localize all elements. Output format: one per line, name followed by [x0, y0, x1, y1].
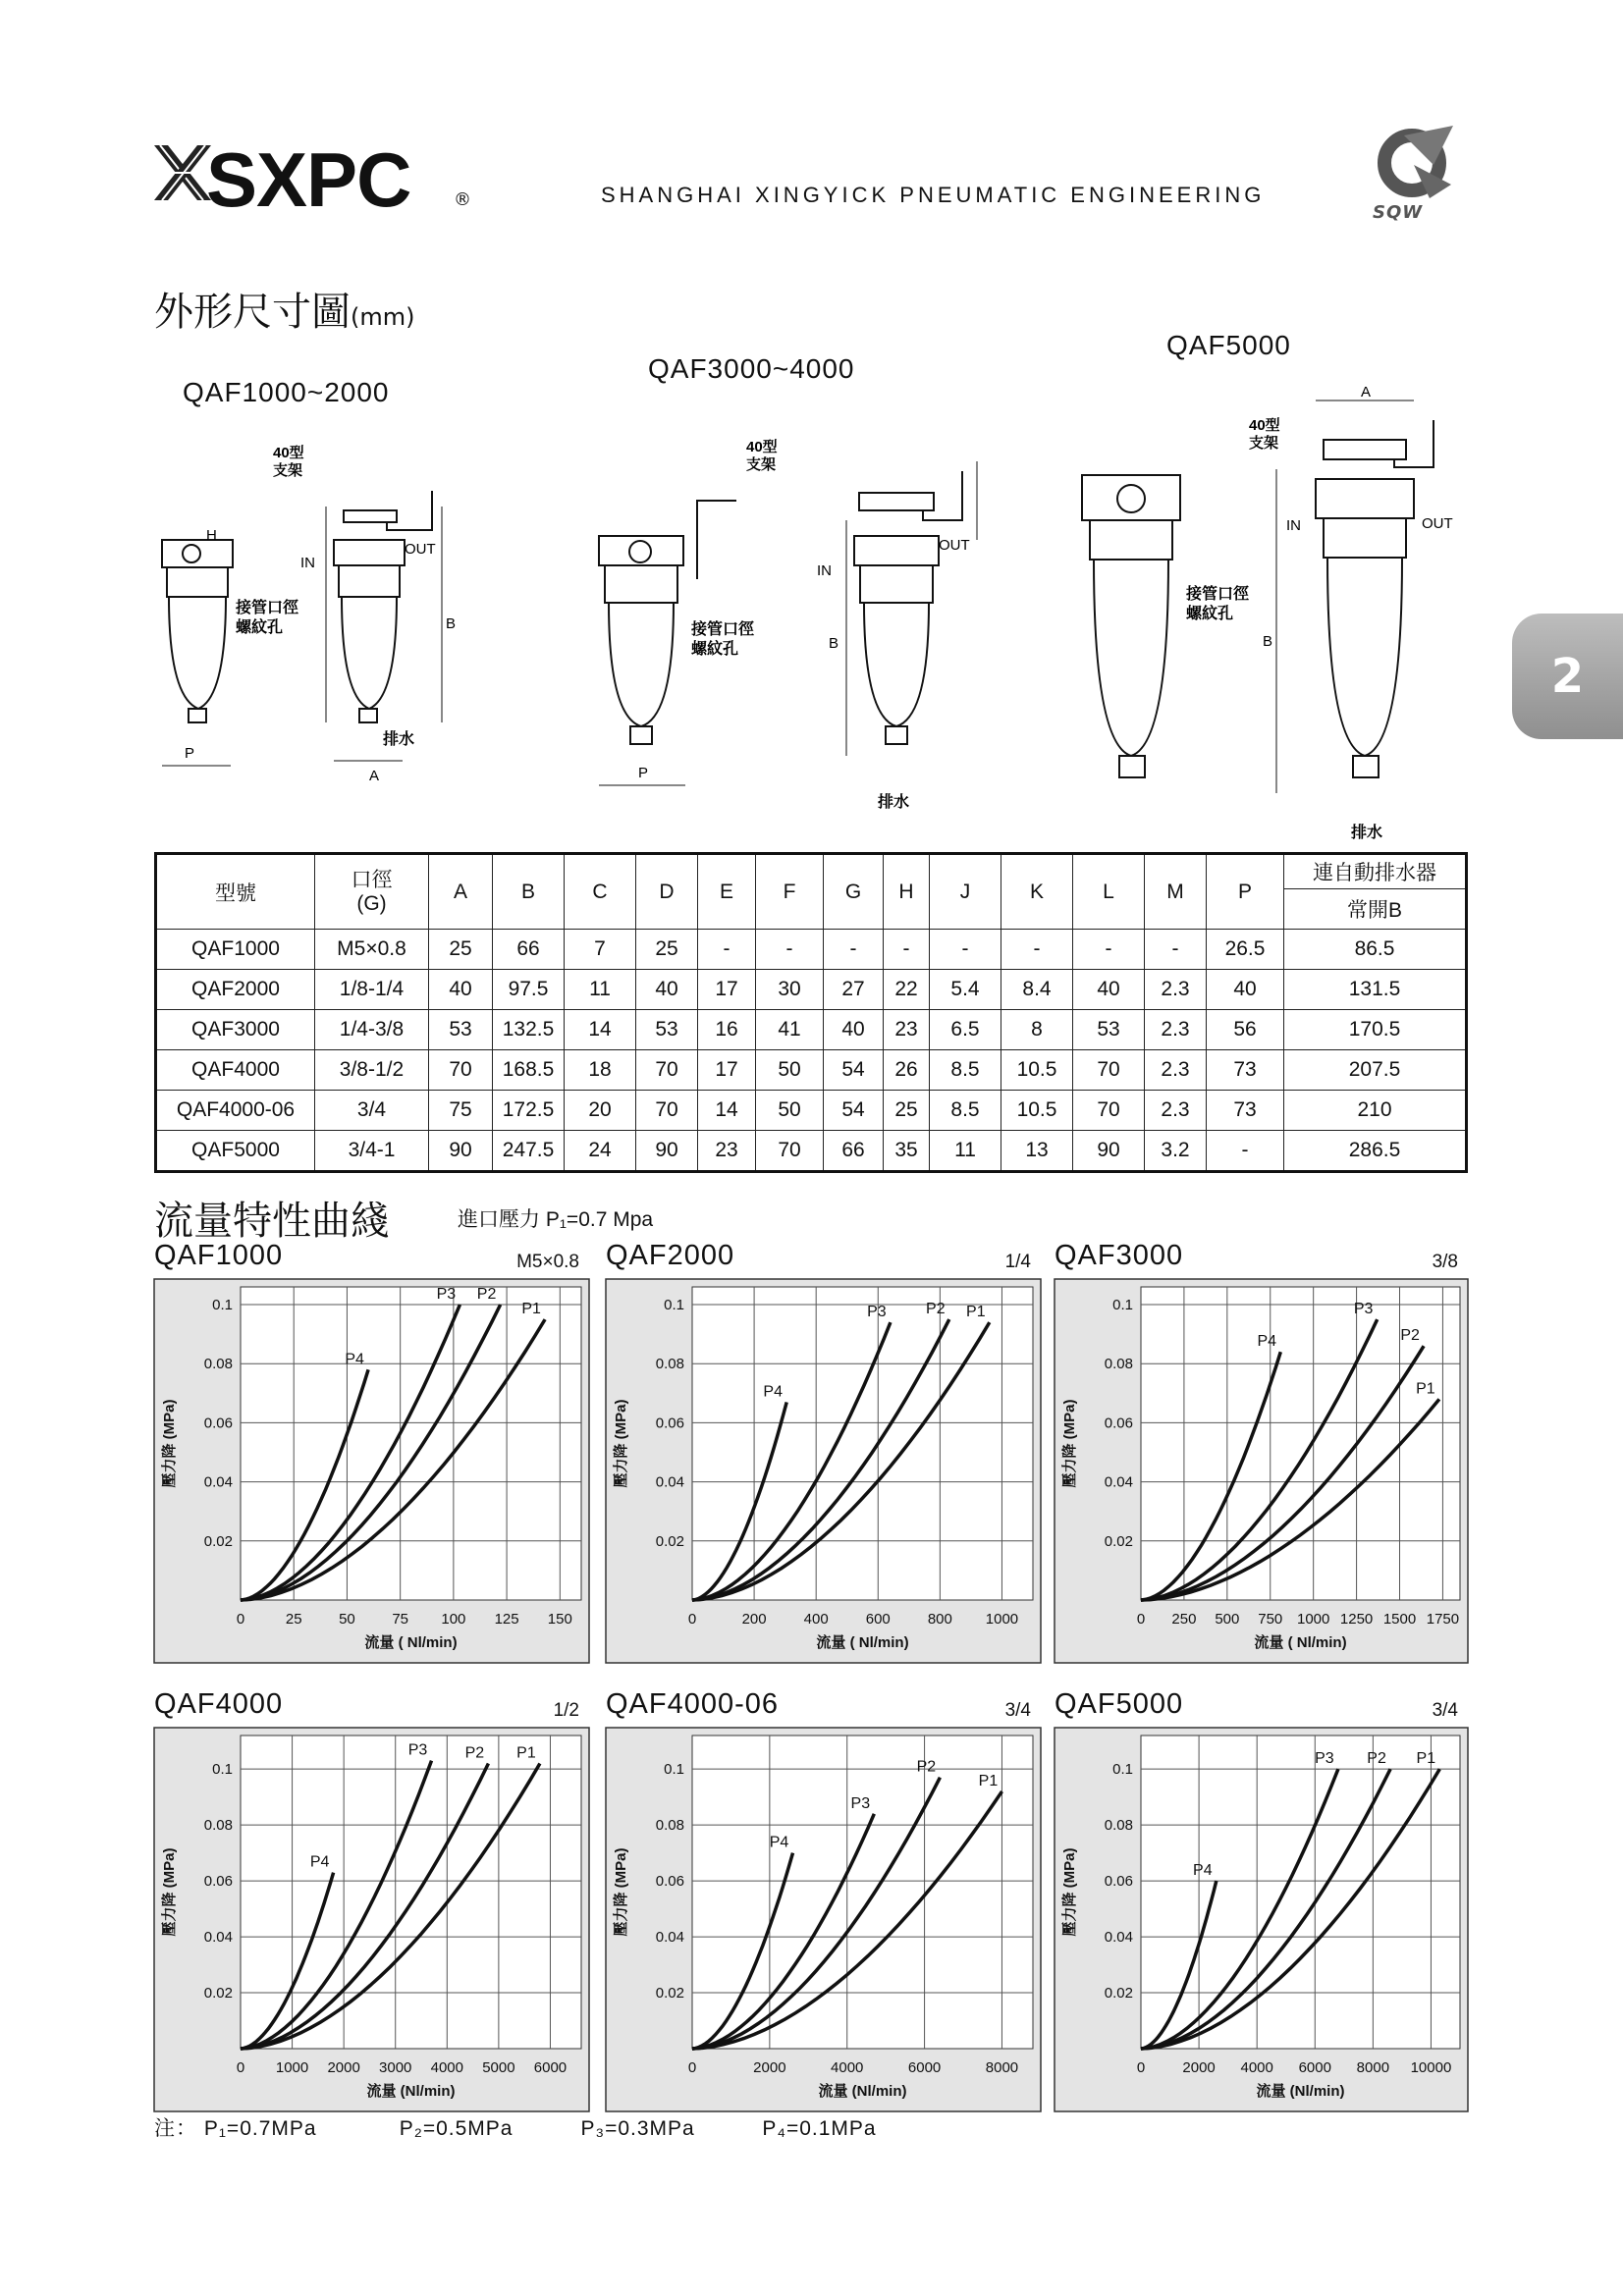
- x-tick-label: 50: [339, 1611, 355, 1628]
- value-cell: 6.5: [930, 1010, 1001, 1050]
- value-cell: 22: [884, 970, 930, 1010]
- x-tick-label: 400: [803, 1611, 829, 1628]
- y-tick-label: 0.08: [655, 1356, 684, 1373]
- in-label: IN: [300, 555, 315, 571]
- thread-label: 螺紋孔: [691, 641, 739, 658]
- x-tick-label: 0: [1136, 1611, 1146, 1628]
- value-cell: 2.3: [1145, 1091, 1207, 1131]
- header-g: G: [824, 854, 884, 930]
- y-tick-label: 0.06: [655, 1415, 684, 1432]
- value-cell: 90: [1073, 1131, 1145, 1172]
- y-tick-label: 0.02: [655, 1532, 684, 1550]
- x-tick-label: 100: [441, 1611, 466, 1628]
- x-tick-label: 3000: [379, 2059, 412, 2076]
- port-label: 接管口徑: [691, 621, 755, 638]
- out-label: OUT: [939, 537, 970, 554]
- x-tick-label: 750: [1258, 1611, 1283, 1628]
- x-tick-label: 25: [285, 1611, 302, 1628]
- bracket-label: 40型: [1249, 417, 1280, 434]
- value-cell: -: [698, 930, 756, 970]
- value-cell: 73: [1207, 1091, 1284, 1131]
- header-l: L: [1073, 854, 1145, 930]
- series-label-p3: P3: [850, 1794, 871, 1812]
- x-tick-label: 1000: [1296, 1611, 1330, 1628]
- x-axis-label: 流量 ( Nl/min): [364, 1634, 458, 1651]
- x-tick-label: 600: [865, 1611, 891, 1628]
- value-cell: 73: [1207, 1050, 1284, 1091]
- value-cell: 40: [429, 970, 493, 1010]
- x-tick-label: 800: [927, 1611, 952, 1628]
- bracket-label-2: 支架: [746, 456, 777, 473]
- series-label-p2: P2: [464, 1744, 485, 1762]
- series-label-p2: P2: [476, 1286, 497, 1304]
- x-tick-label: 4000: [430, 2059, 463, 2076]
- y-tick-label: 0.08: [1104, 1356, 1133, 1373]
- value-cell: 40: [1207, 970, 1284, 1010]
- y-tick-label: 0.1: [664, 1761, 684, 1779]
- value-cell: 70: [636, 1050, 698, 1091]
- y-tick-label: 0.08: [655, 1817, 684, 1835]
- value-cell: 54: [824, 1091, 884, 1131]
- model-title-3: QAF5000: [1166, 330, 1291, 360]
- series-label-p4: P4: [309, 1853, 330, 1871]
- value-cell: 56: [1207, 1010, 1284, 1050]
- value-cell: 25: [636, 930, 698, 970]
- chart-port-size: 1/2: [553, 1700, 579, 1721]
- y-tick-label: 0.06: [203, 1415, 233, 1432]
- value-cell: -: [930, 930, 1001, 970]
- flow-chart-qaf3000: [1055, 1279, 1468, 1663]
- x-tick-label: 1000: [985, 1611, 1019, 1628]
- chart-port-size: 3/8: [1432, 1252, 1458, 1272]
- port-label: 接管口徑: [236, 600, 299, 616]
- value-cell: 2.3: [1145, 1050, 1207, 1091]
- x-tick-label: 0: [236, 2059, 245, 2076]
- x-tick-label: 200: [741, 1611, 767, 1628]
- value-cell: -: [1145, 930, 1207, 970]
- y-tick-label: 0.1: [1112, 1761, 1133, 1779]
- value-cell: 25: [429, 930, 493, 970]
- value-cell: 26: [884, 1050, 930, 1091]
- registered-mark: ®: [454, 189, 471, 210]
- drain-label: 排水: [878, 794, 910, 811]
- value-cell: 70: [636, 1091, 698, 1131]
- series-label-p3: P3: [1315, 1750, 1334, 1768]
- x-tick-label: 8000: [985, 2059, 1019, 2076]
- x-tick-label: 75: [392, 1611, 408, 1628]
- value-cell: 17: [698, 970, 756, 1010]
- value-cell: 23: [698, 1131, 756, 1172]
- series-label-p2: P2: [926, 1301, 946, 1318]
- y-tick-label: 0.02: [655, 1985, 684, 2002]
- y-tick-label: 0.04: [203, 1473, 233, 1491]
- x-tick-label: 500: [1215, 1611, 1240, 1628]
- value-cell: 168.5: [493, 1050, 565, 1091]
- footnote-prefix: 注：: [154, 2117, 197, 2140]
- header-f: F: [756, 854, 824, 930]
- series-label-p2: P2: [1400, 1327, 1420, 1345]
- value-cell: 7: [565, 930, 636, 970]
- header-auto-drain: 連自動排水器: [1284, 854, 1467, 889]
- value-cell: 70: [756, 1131, 824, 1172]
- value-cell: 8: [1001, 1010, 1073, 1050]
- value-cell: 1/4-3/8: [315, 1010, 429, 1050]
- flow-chart-qaf4000-06: [606, 1728, 1041, 2111]
- value-cell: 25: [884, 1091, 930, 1131]
- bracket-label-2: 支架: [273, 462, 303, 479]
- value-cell: 26.5: [1207, 930, 1284, 970]
- header-c: C: [565, 854, 636, 930]
- y-tick-label: 0.02: [203, 1985, 233, 2002]
- value-cell: 13: [1001, 1131, 1073, 1172]
- y-tick-label: 0.02: [1104, 1532, 1133, 1550]
- value-cell: 131.5: [1284, 970, 1467, 1010]
- value-cell: 17: [698, 1050, 756, 1091]
- value-cell: -: [756, 930, 824, 970]
- x-tick-label: 1250: [1339, 1611, 1374, 1628]
- value-cell: 170.5: [1284, 1010, 1467, 1050]
- y-axis-label: 壓力降 (MPa): [613, 1399, 629, 1488]
- y-tick-label: 0.04: [1104, 1929, 1133, 1947]
- x-axis-label: 流量 (Nl/min): [818, 2083, 907, 2100]
- dimension-unit: (mm): [351, 303, 415, 331]
- flow-chart-qaf4000: [154, 1728, 589, 2111]
- in-label: IN: [1286, 517, 1301, 534]
- x-tick-label: 125: [494, 1611, 519, 1628]
- dim-b: B: [1263, 633, 1273, 650]
- value-cell: 3.2: [1145, 1131, 1207, 1172]
- x-tick-label: 2000: [1182, 2059, 1216, 2076]
- model-cell: QAF4000-06: [156, 1091, 315, 1131]
- value-cell: 2.3: [1145, 1010, 1207, 1050]
- chart-title: QAF1000: [154, 1240, 284, 1271]
- series-label-p1: P1: [1416, 1380, 1435, 1398]
- chart-port-size: 1/4: [1004, 1252, 1031, 1272]
- x-tick-label: 4000: [1240, 2059, 1273, 2076]
- x-tick-label: 5000: [482, 2059, 515, 2076]
- model-cell: QAF2000: [156, 970, 315, 1010]
- dimension-title: [154, 281, 414, 337]
- footnote-p3: P₃=0.3MPa: [580, 2117, 695, 2140]
- value-cell: 30: [756, 970, 824, 1010]
- model-cell: QAF1000: [156, 930, 315, 970]
- drain-label: 排水: [383, 731, 415, 748]
- value-cell: 70: [1073, 1091, 1145, 1131]
- value-cell: 53: [636, 1010, 698, 1050]
- value-cell: -: [824, 930, 884, 970]
- table-header-row: [156, 854, 1467, 889]
- value-cell: 70: [1073, 1050, 1145, 1091]
- y-axis-label: 壓力降 (MPa): [613, 1847, 629, 1937]
- x-axis-label: 流量 ( Nl/min): [1254, 1634, 1347, 1651]
- value-cell: 20: [565, 1091, 636, 1131]
- value-cell: -: [884, 930, 930, 970]
- dim-p: P: [638, 765, 649, 781]
- header-port: 口徑 (G): [315, 854, 429, 930]
- value-cell: 132.5: [493, 1010, 565, 1050]
- model-title-2: QAF3000~4000: [648, 353, 855, 384]
- flow-title: 流量特性曲綫: [154, 1199, 390, 1244]
- dimension-drawing-qaf3000: [589, 402, 1001, 815]
- plot-area: [1141, 1735, 1460, 2049]
- y-tick-label: 0.06: [1104, 1873, 1133, 1891]
- header-b: B: [493, 854, 565, 930]
- series-label-p4: P4: [769, 1834, 789, 1851]
- series-label-p4: P4: [763, 1383, 784, 1401]
- series-label-p1: P1: [516, 1744, 536, 1762]
- value-cell: 8.5: [930, 1050, 1001, 1091]
- value-cell: 66: [824, 1131, 884, 1172]
- y-axis-label: 壓力降 (MPa): [161, 1399, 178, 1488]
- x-tick-label: 1000: [275, 2059, 309, 2076]
- value-cell: 40: [1073, 970, 1145, 1010]
- x-tick-label: 0: [687, 1611, 697, 1628]
- y-axis-label: 壓力降 (MPa): [161, 1847, 178, 1937]
- x-tick-label: 6000: [533, 2059, 568, 2076]
- value-cell: 10.5: [1001, 1050, 1073, 1091]
- footnote-p2: P₂=0.5MPa: [399, 2117, 514, 2140]
- value-cell: 3/4: [315, 1091, 429, 1131]
- header-normally-open-b: 常開B: [1284, 889, 1467, 930]
- model-cell: QAF5000: [156, 1131, 315, 1172]
- y-tick-label: 0.06: [203, 1873, 233, 1891]
- flow-chart-qaf1000: [154, 1279, 589, 1663]
- value-cell: 210: [1284, 1091, 1467, 1131]
- y-axis-label: 壓力降 (MPa): [1061, 1847, 1078, 1937]
- value-cell: 53: [429, 1010, 493, 1050]
- x-tick-label: 0: [1136, 2059, 1146, 2076]
- value-cell: 5.4: [930, 970, 1001, 1010]
- dim-a: A: [369, 768, 380, 784]
- header-p: P: [1207, 854, 1284, 930]
- y-tick-label: 0.08: [203, 1356, 233, 1373]
- value-cell: 11: [565, 970, 636, 1010]
- series-label-p1: P1: [966, 1304, 986, 1321]
- value-cell: 18: [565, 1050, 636, 1091]
- x-tick-label: 6000: [907, 2059, 942, 2076]
- value-cell: 86.5: [1284, 930, 1467, 970]
- chart-port-size: 3/4: [1004, 1700, 1031, 1721]
- table-row: [156, 1131, 1467, 1172]
- value-cell: 2.3: [1145, 970, 1207, 1010]
- value-cell: 10.5: [1001, 1091, 1073, 1131]
- value-cell: 14: [698, 1091, 756, 1131]
- dim-h: H: [206, 527, 217, 544]
- x-tick-label: 4000: [831, 2059, 864, 2076]
- bracket-label: 40型: [273, 445, 304, 461]
- dim-p: P: [185, 745, 195, 762]
- table-row: [156, 1010, 1467, 1050]
- spec-table: [154, 852, 1468, 1173]
- value-cell: 3/8-1/2: [315, 1050, 429, 1091]
- series-label-p1: P1: [521, 1301, 541, 1318]
- value-cell: 286.5: [1284, 1131, 1467, 1172]
- dimension-drawing-qaf1000: [147, 432, 501, 784]
- header-d: D: [636, 854, 698, 930]
- series-label-p3: P3: [436, 1286, 457, 1304]
- value-cell: 172.5: [493, 1091, 565, 1131]
- x-axis-label: 流量 ( Nl/min): [816, 1634, 909, 1651]
- y-tick-label: 0.04: [655, 1473, 684, 1491]
- value-cell: 23: [884, 1010, 930, 1050]
- chart-title: QAF2000: [606, 1240, 735, 1271]
- table-row: [156, 1091, 1467, 1131]
- y-tick-label: 0.04: [1104, 1473, 1133, 1491]
- value-cell: -: [1073, 930, 1145, 970]
- y-tick-label: 0.1: [1112, 1297, 1133, 1314]
- x-tick-label: 6000: [1298, 2059, 1331, 2076]
- value-cell: 14: [565, 1010, 636, 1050]
- value-cell: 75: [429, 1091, 493, 1131]
- out-label: OUT: [405, 541, 436, 558]
- bracket-label: 40型: [746, 439, 778, 455]
- y-tick-label: 0.1: [212, 1297, 233, 1314]
- bracket-label-2: 支架: [1249, 435, 1279, 452]
- table-row: [156, 970, 1467, 1010]
- header-h: H: [884, 854, 930, 930]
- value-cell: 41: [756, 1010, 824, 1050]
- table-row: [156, 930, 1467, 970]
- value-cell: 54: [824, 1050, 884, 1091]
- value-cell: 90: [429, 1131, 493, 1172]
- x-tick-label: 2000: [327, 2059, 360, 2076]
- value-cell: 66: [493, 930, 565, 970]
- series-label-p3: P3: [407, 1741, 428, 1759]
- dim-b: B: [829, 635, 839, 652]
- y-tick-label: 0.04: [655, 1929, 684, 1947]
- chart-title: QAF3000: [1055, 1240, 1184, 1271]
- x-tick-label: 0: [236, 1611, 245, 1628]
- footnote-p1: P₁=0.7MPa: [203, 2117, 317, 2140]
- chart-title: QAF4000: [154, 1688, 284, 1720]
- series-label-p4: P4: [345, 1351, 364, 1368]
- chart-port-size: 3/4: [1432, 1700, 1458, 1721]
- y-axis-label: 壓力降 (MPa): [1061, 1399, 1078, 1488]
- value-cell: 35: [884, 1131, 930, 1172]
- sqw-logo-icon: [1375, 126, 1453, 202]
- x-tick-label: 8000: [1356, 2059, 1390, 2076]
- chart-port-size: M5×0.8: [516, 1252, 579, 1272]
- value-cell: 70: [429, 1050, 493, 1091]
- y-tick-label: 0.08: [203, 1817, 233, 1835]
- value-cell: 16: [698, 1010, 756, 1050]
- chart-title: QAF5000: [1055, 1688, 1184, 1720]
- y-tick-label: 0.04: [203, 1929, 233, 1947]
- company-name: SHANGHAI XINGYICK PNEUMATIC ENGINEERING: [601, 183, 1266, 207]
- thread-label: 螺紋孔: [236, 619, 284, 636]
- table-row: [156, 1050, 1467, 1091]
- value-cell: 90: [636, 1131, 698, 1172]
- footnote: [154, 2112, 940, 2142]
- inlet-pressure-note: 進口壓力 P₁=0.7 Mpa: [458, 1208, 654, 1231]
- value-cell: 3/4-1: [315, 1131, 429, 1172]
- dim-a: A: [1361, 384, 1372, 400]
- dimension-drawing-qaf5000: [1070, 381, 1483, 842]
- x-tick-label: 1500: [1382, 1611, 1417, 1628]
- x-axis-label: 流量 (Nl/min): [1256, 2083, 1345, 2100]
- value-cell: 50: [756, 1091, 824, 1131]
- value-cell: 11: [930, 1131, 1001, 1172]
- value-cell: 97.5: [493, 970, 565, 1010]
- y-tick-label: 0.08: [1104, 1817, 1133, 1835]
- out-label: OUT: [1422, 515, 1453, 532]
- header-model: 型號: [156, 854, 315, 930]
- series-label-p2: P2: [916, 1758, 937, 1776]
- series-label-p4: P4: [1257, 1333, 1277, 1351]
- y-tick-label: 0.02: [203, 1532, 233, 1550]
- value-cell: 53: [1073, 1010, 1145, 1050]
- x-tick-label: 0: [687, 2059, 697, 2076]
- thread-label: 螺紋孔: [1186, 606, 1234, 622]
- y-tick-label: 0.1: [664, 1297, 684, 1314]
- y-tick-label: 0.1: [212, 1761, 233, 1779]
- value-cell: 207.5: [1284, 1050, 1467, 1091]
- value-cell: M5×0.8: [315, 930, 429, 970]
- series-label-p3: P3: [867, 1304, 887, 1321]
- value-cell: 1/8-1/4: [315, 970, 429, 1010]
- dim-b: B: [446, 615, 457, 632]
- dimension-title-text: 外形尺寸圖: [154, 290, 351, 335]
- drain-label: 排水: [1351, 825, 1383, 841]
- value-cell: 8.5: [930, 1091, 1001, 1131]
- model-cell: QAF4000: [156, 1050, 315, 1091]
- chapter-tab: 2: [1512, 614, 1623, 739]
- flow-chart-qaf2000: [606, 1279, 1041, 1663]
- value-cell: -: [1001, 930, 1073, 970]
- value-cell: 40: [824, 1010, 884, 1050]
- value-cell: -: [1207, 1131, 1284, 1172]
- series-label-p1: P1: [978, 1772, 999, 1789]
- series-label-p3: P3: [1353, 1301, 1374, 1318]
- model-title-1: QAF1000~2000: [183, 377, 390, 407]
- header-a: A: [429, 854, 493, 930]
- header-m: M: [1145, 854, 1207, 930]
- series-label-p4: P4: [1193, 1862, 1213, 1880]
- y-tick-label: 0.06: [1104, 1415, 1133, 1432]
- x-tick-label: 250: [1171, 1611, 1197, 1628]
- value-cell: 247.5: [493, 1131, 565, 1172]
- x-axis-label: 流量 (Nl/min): [366, 2083, 456, 2100]
- value-cell: 24: [565, 1131, 636, 1172]
- value-cell: 27: [824, 970, 884, 1010]
- value-cell: 50: [756, 1050, 824, 1091]
- value-cell: 40: [636, 970, 698, 1010]
- header-e: E: [698, 854, 756, 930]
- port-label: 接管口徑: [1186, 586, 1250, 603]
- value-cell: 8.4: [1001, 970, 1073, 1010]
- brand-name: SXPC: [206, 136, 411, 223]
- flow-chart-qaf5000: [1055, 1728, 1468, 2111]
- x-tick-label: 2000: [753, 2059, 786, 2076]
- model-cell: QAF3000: [156, 1010, 315, 1050]
- footnote-p4: P₄=0.1MPa: [762, 2117, 877, 2140]
- header-j: J: [930, 854, 1001, 930]
- x-tick-label: 150: [547, 1611, 572, 1628]
- sqw-logo-text: SQW: [1373, 202, 1424, 223]
- chart-title: QAF4000-06: [606, 1688, 780, 1720]
- header-k: K: [1001, 854, 1073, 930]
- x-tick-label: 1750: [1426, 1611, 1460, 1628]
- series-label-p1: P1: [1416, 1750, 1436, 1768]
- y-tick-label: 0.02: [1104, 1985, 1133, 2002]
- series-label-p2: P2: [1367, 1750, 1386, 1768]
- sxpc-logo-icon: [154, 145, 211, 200]
- in-label: IN: [817, 562, 832, 579]
- x-tick-label: 10000: [1410, 2059, 1452, 2076]
- y-tick-label: 0.06: [655, 1873, 684, 1891]
